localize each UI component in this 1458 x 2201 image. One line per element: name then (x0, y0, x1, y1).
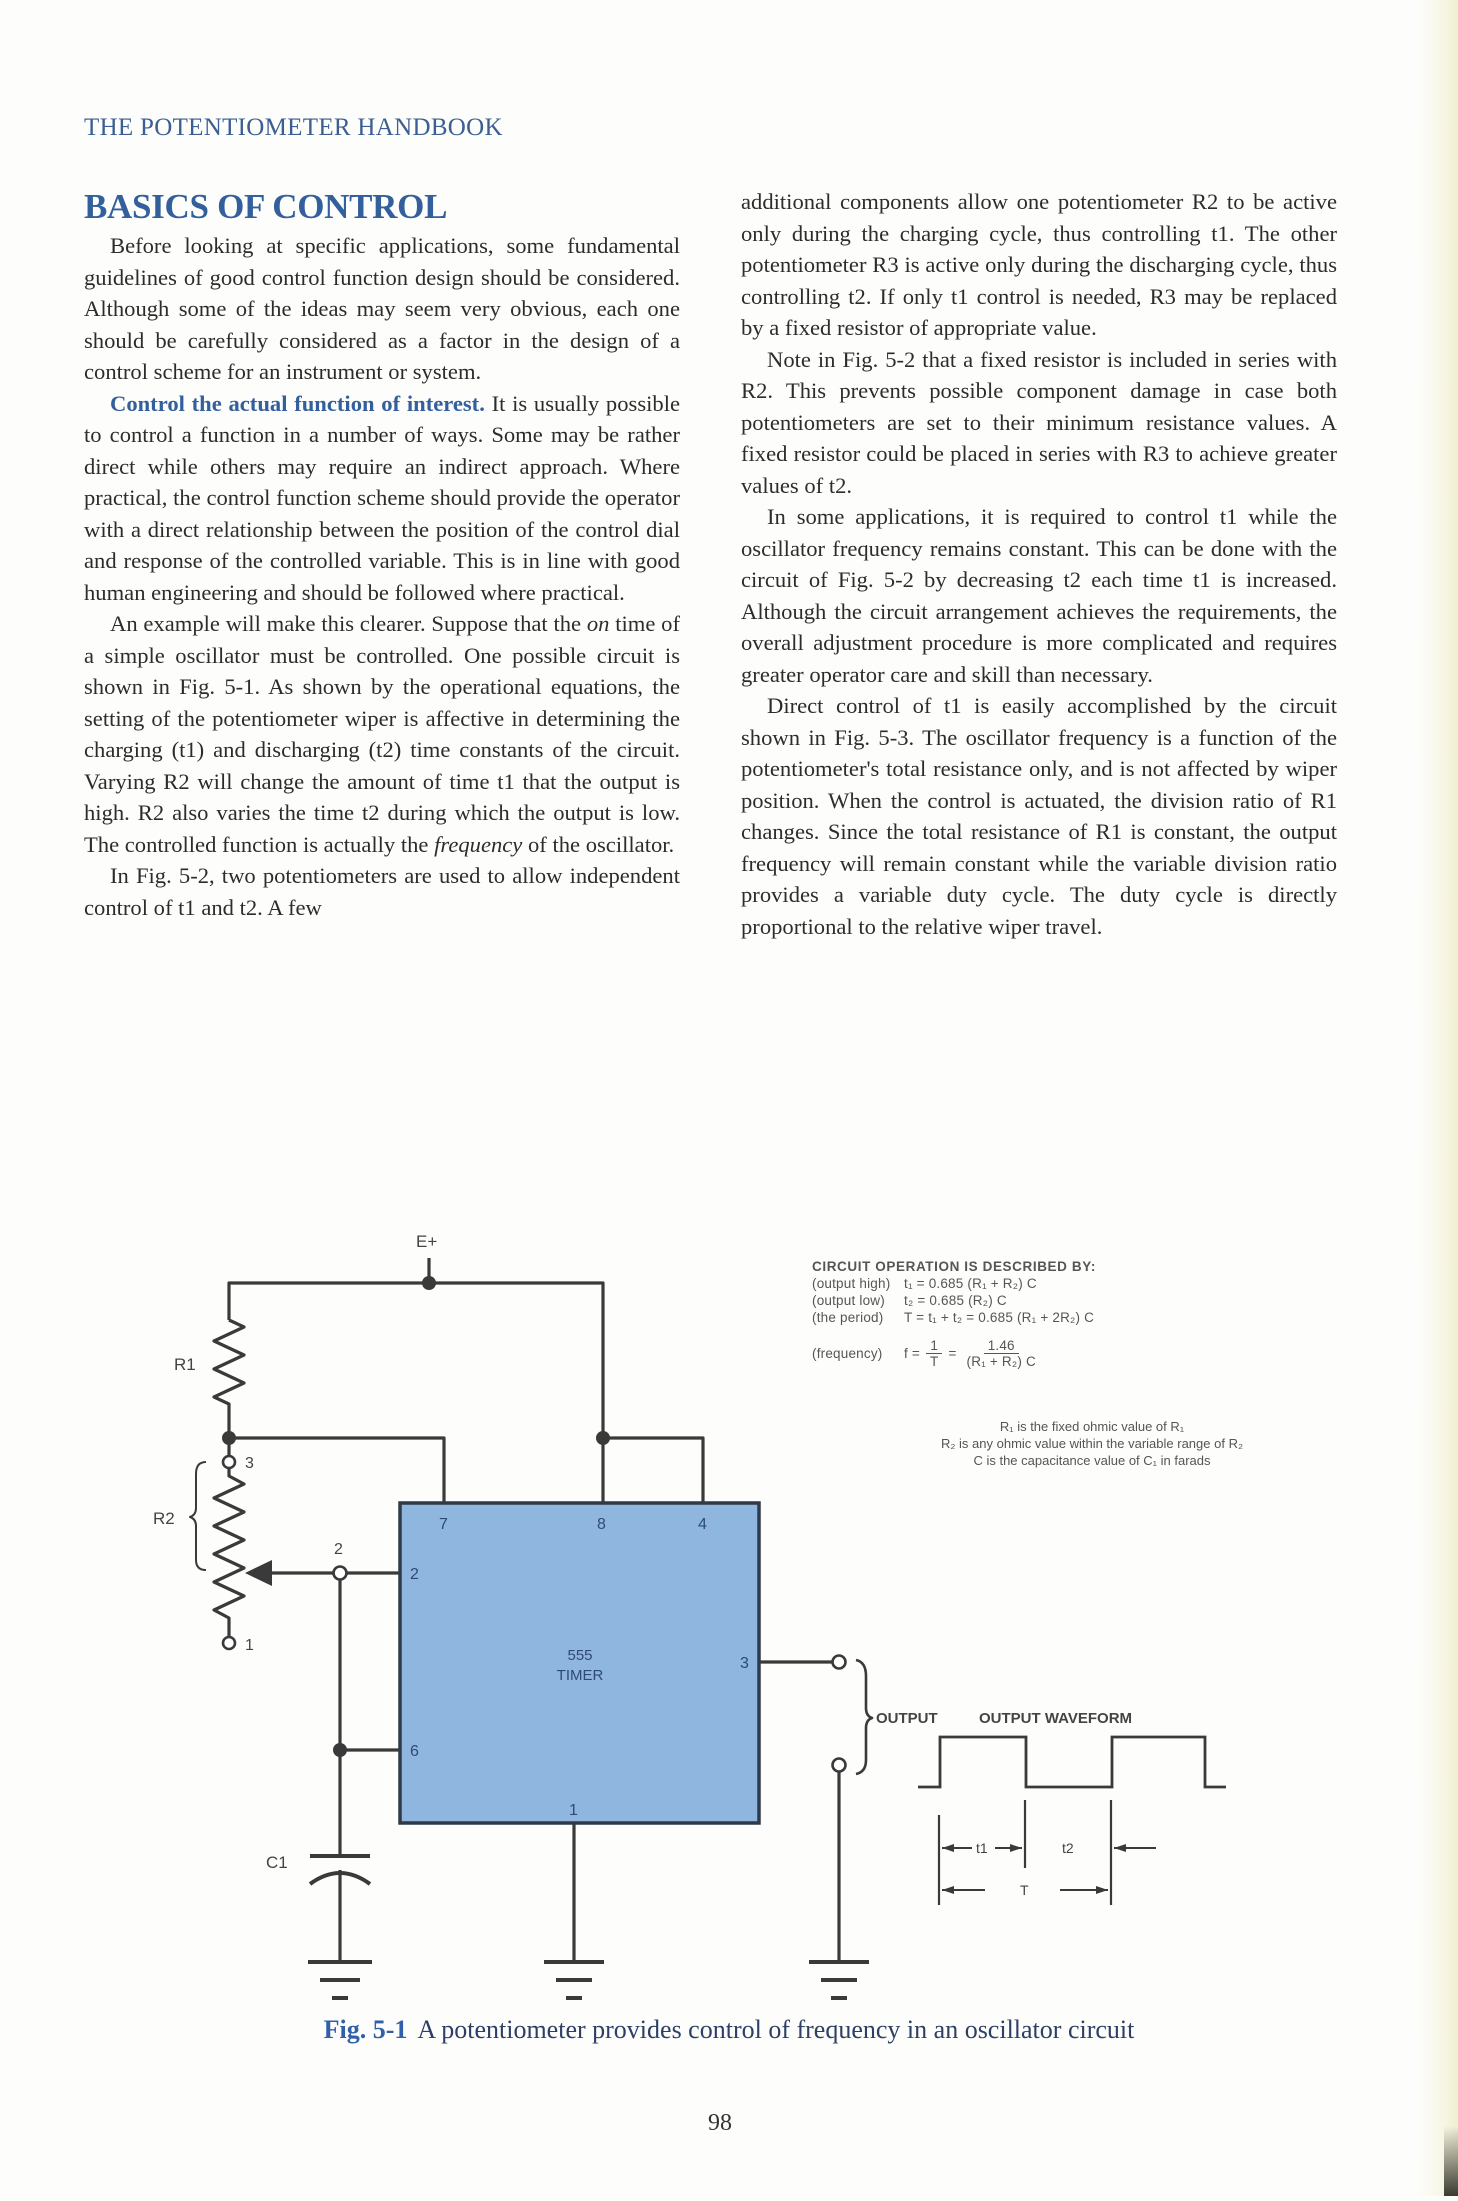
definition-line: C is the capacitance value of C₁ in farads (973, 1453, 1211, 1468)
paragraph-text: It is usually possible to control a function in a number of ways. Some may be rather direct while others may require an indirect approach. Where practical, the control function scheme should provide the operator with a direct relationship between the position of the control dial and response of the controlled variable. This is in line with good human engineering and should be followed where practical. (84, 390, 680, 605)
section-title: BASICS OF CONTROL (84, 187, 448, 226)
output-terminal-top (833, 1656, 846, 1669)
paragraph: Before looking at specific applications, some fundamental guidelines of good control function design should be considered. Although some of the ideas may seem very obvious, each one should be carefully considered as a factor in the design of a control scheme for an instrument or system. (84, 233, 680, 384)
equation-lhs: f = (904, 1346, 920, 1361)
fraction-denominator: T (930, 1354, 939, 1369)
paragraph: In some applications, it is required to control t1 while the oscillator frequency remains constant. This can be done with the circuit of Fig. 5-2 by decreasing t2 each time t1 is increased. Although the circuit arrangement achieves the requirements, the overall adjustment procedure is more complicated and requires greater operator care and skill than necessary. (741, 504, 1337, 687)
fraction-1-over-t (926, 1338, 942, 1369)
paragraph: additional components allow one potentiometer R2 to be active only during the charging cycle, thus controlling t1. The other potentiometer R3 is active only during the discharging cycle, thus controlling t2. If only t1 control is needed, R3 may be replaced by a fixed resistor of appropriate value. (741, 189, 1337, 340)
figure-caption (0, 2015, 1458, 2045)
paragraph: Direct control of t1 is easily accomplished by the circuit shown in Fig. 5-3. The oscillator frequency is a function of the potentiometer's total resistance only, and is not affected by wiper position. When the control is actuated, the division ratio of R1 changes. Since the total resistance of R1 is constant, the output frequency will remain constant while the variable division ratio provides a variable duty cycle. The duty cycle is directly proportional to the relative wiper travel. (741, 693, 1337, 939)
pot-terminal-3-label: 3 (245, 1455, 254, 1472)
equation-block (812, 1258, 1352, 1369)
caption-text: A potentiometer provides control of frequency in an oscillator circuit (417, 2015, 1135, 2044)
potentiometer-r2 (214, 1468, 244, 1637)
t2-label: t2 (1062, 1840, 1074, 1856)
equation-tag: (the period) (812, 1310, 884, 1325)
r2-label: R2 (153, 1509, 175, 1528)
equation-row (812, 1309, 1352, 1326)
pot-terminal-1-label: 1 (245, 1637, 254, 1654)
timing-arrowheads (942, 1844, 1126, 1894)
period-label: T (1020, 1882, 1029, 1898)
paragraph-text: time of a simple oscillator must be controlled. One possible circuit is shown in Fig. 5-1. As shown by the operational equations, the setting of the potentiometer wiper is affective in determining the charging (t1) and discharging (t2) time constants of the circuit. Varying R2 will change the amount of time t1 that the output is high. R2 also varies the time t2 during which the output is low. The controlled function is actually the (84, 611, 681, 857)
page-number: 98 (708, 2110, 732, 2136)
paragraph-text: of the oscillator. (522, 831, 675, 857)
fraction-denominator: (R₁ + R₂) C (966, 1354, 1036, 1369)
fraction-numerator: 1 (926, 1338, 942, 1354)
pot-terminal-2-label: 2 (334, 1541, 343, 1558)
running-head: THE POTENTIOMETER HANDBOOK (84, 114, 503, 141)
chip-label-timer: TIMER (556, 1667, 604, 1684)
equation-tag: (output low) (812, 1293, 885, 1308)
waveform-label: OUTPUT WAVEFORM (979, 1710, 1133, 1727)
pot-terminal-1 (223, 1637, 235, 1649)
equation-expr: T = t₁ + t₂ = 0.685 (R₁ + 2R₂) C (904, 1310, 1095, 1325)
pin-7-label: 7 (439, 1516, 448, 1533)
paragraph: In Fig. 5-2, two potentiometers are used to allow independent control of t1 and t2. A few (84, 863, 680, 920)
pin-8-label: 8 (597, 1516, 606, 1533)
paragraph: Note in Fig. 5-2 that a fixed resistor is included in series with R2. This prevents possible component damage in case both potentiometers are set to their minimum resistance values. A fixed resistor could be placed in series with R3 to achieve greater values of t2. (741, 346, 1337, 498)
equations-heading: CIRCUIT OPERATION IS DESCRIBED BY: (812, 1259, 1096, 1274)
equation-tag: (output high) (812, 1276, 891, 1291)
fraction-numerator: 1.46 (984, 1338, 1019, 1354)
r1-label: R1 (174, 1355, 196, 1374)
figure-number: Fig. 5-1 (323, 2015, 408, 2044)
frequency-equation (812, 1338, 1352, 1369)
pin-2-label: 2 (410, 1566, 419, 1583)
emphasis: frequency (434, 831, 523, 857)
t1-label: t1 (976, 1840, 988, 1856)
equation-row (812, 1292, 1352, 1309)
run-in-heading: Control the actual function of interest. (110, 390, 485, 416)
definition-line: R₂ is any ohmic value within the variable range of R₂ (940, 1436, 1243, 1451)
emphasis: on (586, 611, 610, 636)
fraction-frequency (963, 1338, 1040, 1369)
resistor-r1 (214, 1320, 244, 1438)
definition-line: R₁ is the fixed ohmic value of R₁ (999, 1419, 1185, 1434)
pot-terminal-2 (334, 1567, 347, 1580)
output-waveform (918, 1737, 1226, 1905)
pin-6-label: 6 (410, 1743, 419, 1760)
pot-terminal-3 (223, 1456, 235, 1468)
variable-definitions (842, 1418, 1342, 1469)
equation-expr: t₂ = 0.685 (R₂) C (904, 1293, 1007, 1308)
equation-expr: t₁ = 0.685 (R₁ + R₂) C (904, 1276, 1037, 1291)
pin-3-label: 3 (740, 1655, 749, 1672)
wiper-arrow-icon (245, 1560, 272, 1586)
chip-label-555: 555 (567, 1647, 593, 1664)
supply-label: E+ (416, 1232, 438, 1251)
output-label: OUTPUT (876, 1710, 938, 1727)
equation-tag: (frequency) (812, 1346, 883, 1361)
equation-row (812, 1275, 1352, 1292)
paragraph-text: An example will make this clearer. Suppose that the (110, 611, 587, 636)
pin-4-label: 4 (698, 1516, 707, 1533)
output-terminal-bottom (833, 1759, 846, 1772)
equals-sign: = (948, 1346, 957, 1361)
c1-label: C1 (266, 1853, 288, 1872)
pin-1-label: 1 (569, 1802, 578, 1819)
